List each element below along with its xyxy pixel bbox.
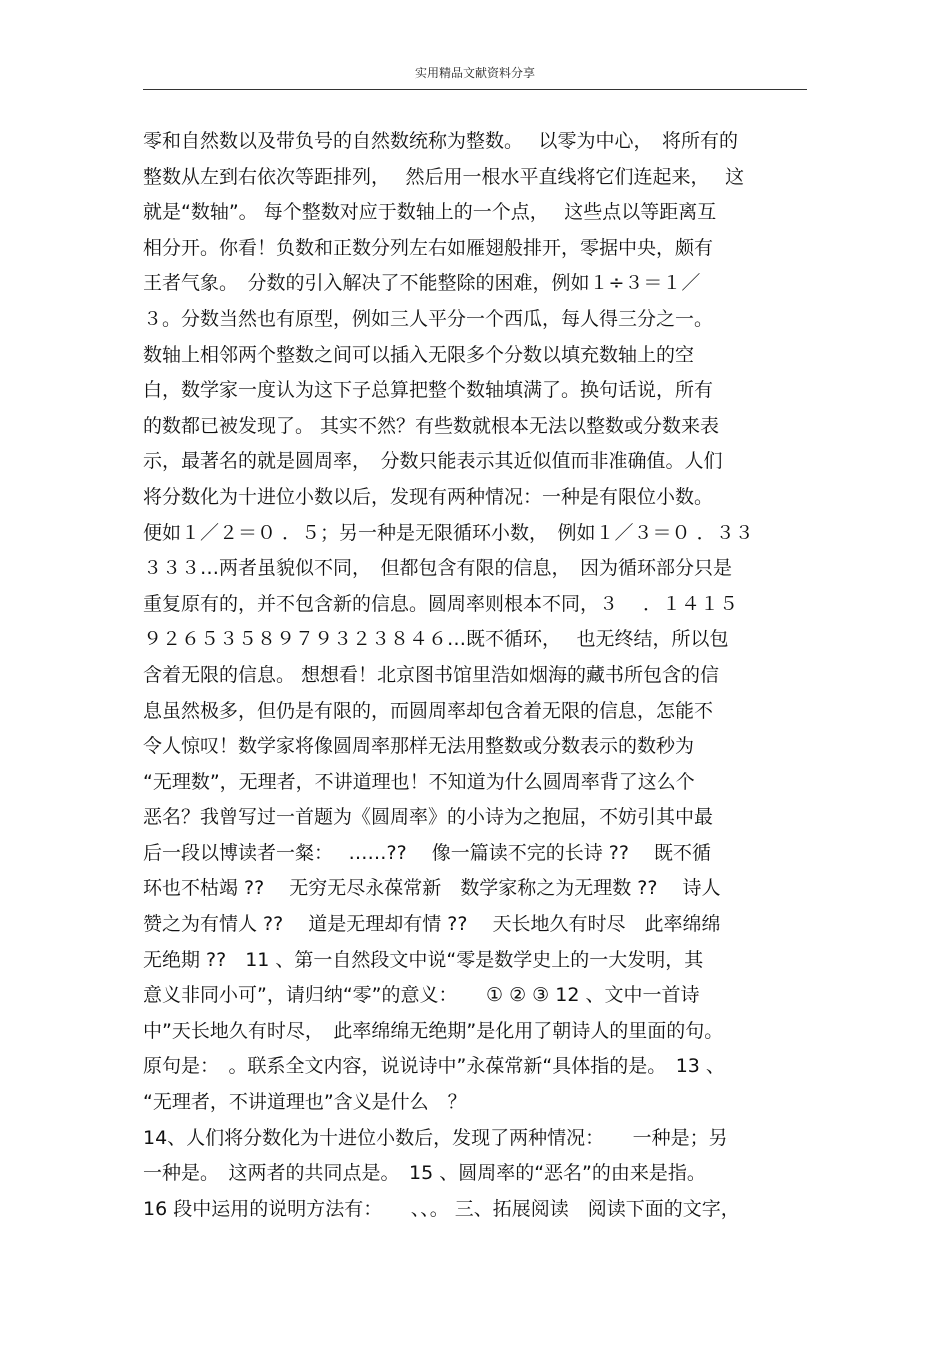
text-line: 令人惊叹！数学家将像圆周率那样无法用整数或分数表示的数秒为 — [143, 735, 695, 758]
text-line: 整数从左到右依次等距排列， 然后用一根水平直线将它们连起来， 这 — [143, 165, 745, 188]
text-line: 赞之为有情人 ?? 道是无理却有情 ?? 天长地久有时尽 此率绵绵 — [143, 913, 721, 936]
text-line: 数轴上相邻两个整数之间可以插入无限多个分数以填充数轴上的空 — [143, 343, 695, 366]
text-line: 16 段中运用的说明方法有： 、、。 三、拓展阅读 阅读下面的文字， — [143, 1197, 740, 1220]
text-line: 王者气象。 分数的引入解决了不能整除的困难，例如１÷３＝１／ — [143, 272, 701, 295]
text-line: “无理数”，无理者，不讲道理也！不知道为什么圆周率背了这么个 — [143, 770, 695, 793]
text-line: ３３３…两者虽貌似不同， 但都包含有限的信息， 因为循环部分只是 — [143, 557, 733, 580]
text-line: 一种是。 这两者的共同点是。 15 、圆周率的“恶名”的由来是指。 — [143, 1162, 706, 1185]
text-line: “无理者，不讲道理也”含义是什么 ？ — [143, 1091, 467, 1114]
header-divider — [143, 89, 807, 90]
text-line: ３。分数当然也有原型，例如三人平分一个西瓜，每人得三分之一。 — [143, 307, 714, 330]
text-line: 白，数学家一度认为这下子总算把整个数轴填满了。换句话说，所有 — [143, 379, 714, 402]
body-text — [143, 124, 843, 1227]
text-line: 后一段以博读者一粲： ……?? 像一篇读不完的长诗 ?? 既不循 — [143, 841, 711, 864]
page-header-title: 实用精品文献资料分享 — [414, 66, 535, 80]
text-line: 14、人们将分数化为十进位小数后，发现了两种情况： 一种是；另 — [143, 1126, 728, 1149]
text-line: 无绝期 ?? 11 、第一自然段文中说“零是数学史上的一大发明，其 — [143, 948, 704, 971]
text-line: 中”天长地久有时尽， 此率绵绵无绝期”是化用了朝诗人的里面的句。 — [143, 1019, 724, 1042]
text-line: 零和自然数以及带负号的自然数统称为整数。 以零为中心， 将所有的 — [143, 130, 739, 152]
text-line: 将分数化为十进位小数以后，发现有两种情况：一种是有限位小数。 — [143, 485, 714, 508]
text-line: 恶名？我曾写过一首题为《圆周率》的小诗为之抱屈，不妨引其中最 — [143, 806, 714, 829]
text-line: 含着无限的信息。 想想看！北京图书馆里浩如烟海的藏书所包含的信 — [143, 663, 720, 686]
text-line: 的数都已被发现了。 其实不然？有些数就根本无法以整数或分数来表 — [143, 414, 720, 437]
text-line: 环也不枯竭 ?? 无穷无尽永葆常新 数学家称之为无理数 ?? 诗人 — [143, 877, 721, 900]
text-line: 就是“数轴”。 每个整数对应于数轴上的一个点， 这些点以等距离互 — [143, 201, 717, 224]
text-line: 息虽然极多，但仍是有限的，而圆周率却包含着无限的信息，怎能不 — [143, 699, 714, 722]
text-line: 相分开。你看！负数和正数分列左右如雁翅般排开，零据中央，颇有 — [143, 236, 714, 259]
text-line: 原句是： 。联系全文内容，说说诗中”永葆常新“具体指的是。 13 、 — [143, 1055, 725, 1078]
text-line: 意义非同小可”，请归纳“零”的意义： ① ② ③ 12 、文中一首诗 — [143, 984, 700, 1007]
text-line: 便如１／２＝０ ．５；另一种是无限循环小数， 例如１／３＝０ ．３３ — [143, 521, 754, 544]
text-line: ９２６５３５８９７９３２３８４６…既不循环， 也无终结，所以包 — [143, 628, 729, 651]
text-line: 重复原有的，并不包含新的信息。圆周率则根本不同，３ ．１４１５ — [143, 592, 739, 615]
text-line: 示，最著名的就是圆周率， 分数只能表示其近似值而非准确值。人们 — [143, 450, 723, 473]
